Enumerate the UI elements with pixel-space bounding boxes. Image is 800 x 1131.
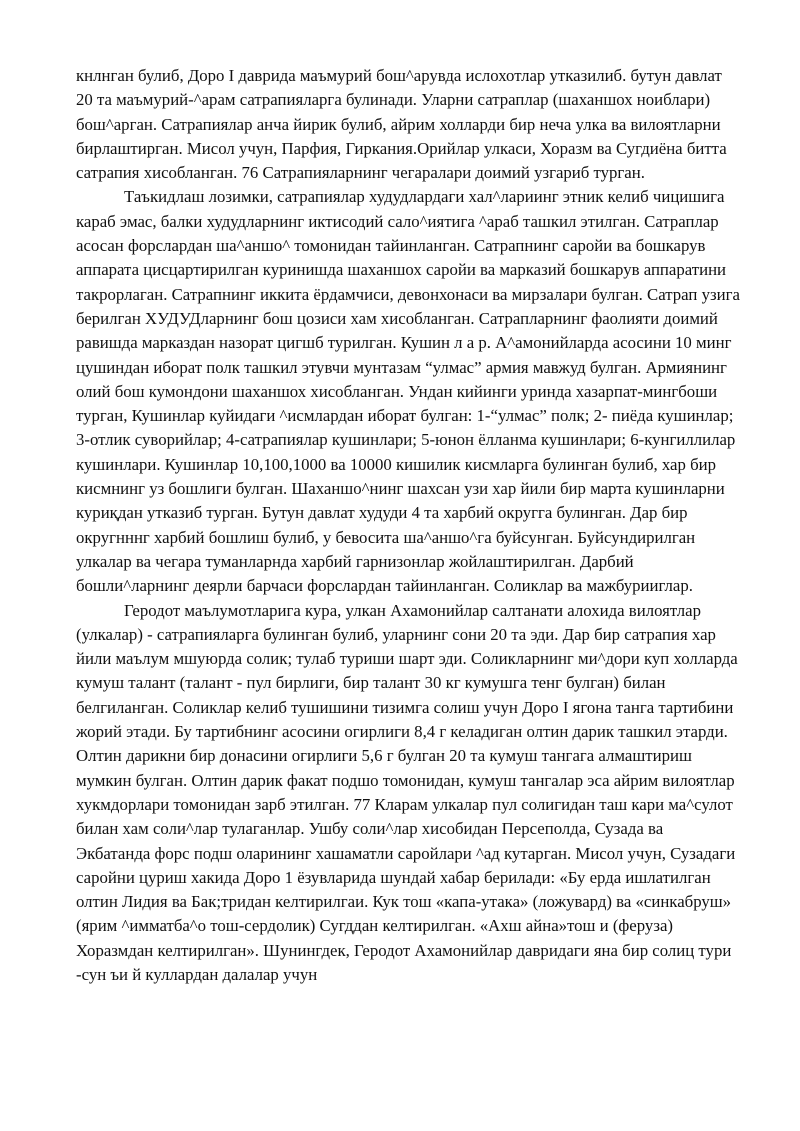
paragraph-1: кнлнган булиб, Доро I даврида маъмурий бош^арувда ислохотлар утказилиб. бутун давлат 20 та маъмурий-^арам сатрапияларга булинади. Уларни сатраплар (шаханшох ноиблари) бош^арган. Сатрапиялар анча йирик булиб, айрим холларди бир неча улка ва вилоятларни бирлаштирган. Мисол учун, Парфия, Гиркания.Орийлар улкаси, Хоразм ва Сугдиёна битта сатрапия хисобланган. 76 Сатрапияларнинг чегаралари доимий узгариб турган. — [76, 66, 727, 183]
document-page — [76, 64, 740, 987]
paragraph-2: Таъкидлаш лозимки, сатрапиялар худудлардаги хал^лариинг этник келиб чицишига караб эмас, балки худудларнинг иктисодий сало^иятига ^араб ташкил этилган. Сатраплар асосан форслардан ша^аншо^ томонидан тайинланган. Сатрапнинг саройи ва бошкарув аппарата цисцартирилган куринишда шаханшох саройи ва марказий бошкарув аппаратини такрорлаган. Сатрапнинг иккита ёрдамчиси, девонхонаси ва мирзалари булган. Сатрап узига берилган ХУДУДларнинг бош цозиси хам хисобланган. Сатрапларнинг фаолияти доимий равишда марказдан назорат цигшб турилган. Кушин л а р. А^амонийларда асосини 10 минг цушиндан иборат полк ташкил этувчи мунтазам “улмас” армия мавжуд булган. Армиянинг олий бош кумондони шаханшох хисобланган. Ундан кийинги уринда хазарпат-мингбоши турган, Кушинлар куйидаги ^исмлардан иборат булган: 1-“улмас” полк; 2- пиёда кушинлар; 3-отлик суворийлар; 4-сатрапиялар кушинлари; 5-юнон ёлланма кушинлари; 6-кунгиллилар кушинлари. Кушинлар 10,100,1000 ва 10000 кишилик кисмларга булинган булиб, хар бир кисмнинг уз бошлиги булган. Шаханшо^нинг шахсан узи хар йили бир марта кушинларни куриқдан утказиб турган. Бутун давлат худуди 4 та харбий округга булинган. Дар бир округнннг харбий бошлиш булиб, у бевосита ша^аншо^га буйсунган. Буйсундирилган улкалар ва чегара туманларнда харбий гарнизонлар жойлаштирилган. Дарбий бошли^ларнинг деярли барчаси форслардан тайинланган. Соликлар ва мажбурииглар. — [76, 187, 740, 596]
paragraph-3: Геродот маълумотларига кура, улкан Ахамонийлар салтанати алохида вилоятлар (улкалар) - сатрапияларга булинган булиб, уларнинг сони 20 та эди. Дар бир сатрапия хар йили маълум мшуюрда солик; тулаб туриши шарт эди. Соликларнинг ми^дори куп холларда кумуш талант (талант - пул бирлиги, бир талант 30 кг кумушга тенг булган) билан белгиланган. Соликлар келиб тушишини тизимга солиш учун Доро I ягона танга тартибини жорий этади. Бу тартибнинг асосини огирлиги 8,4 г келадиган олтин дарик ташкил этарди. Олтин дарикни бир донасини огирлиги 5,6 г булган 20 та кумуш тангага алмаштириш мумкин булган. Олтин дарик факат подшо томонидан, кумуш тангалар эса айрим вилоятлар хукмдорлари томонидан зарб этилган. 77 Кларам улкалар пул солигидан таш кари ма^сулот билан хам соли^лар тулаганлар. Ушбу соли^лар хисобидан Персеполда, Сузада ва Экбатанда форс подш оларининг хашаматли саройлари ^ад кутарган. Мисол учун, Сузадаги саройни цуриш хакида Доро 1 ёзувларида шундай хабар берилади: «Бу ерда ишлатилган олтин Лидия ва Бак;тридан келтирилгаи. Кук тош «капа-утака» (ложувард) ва «синкабруш» (ярим ^имматба^о тош-сердолик) Сугддан келтирилган. «Ахш айна»тош и (феруза) Хоразмдан келтирилган». Шунингдек, Геродот Ахамонийлар давридаги яна бир солиц тури -сун ъи й куллардан далалар учун — [76, 600, 738, 984]
